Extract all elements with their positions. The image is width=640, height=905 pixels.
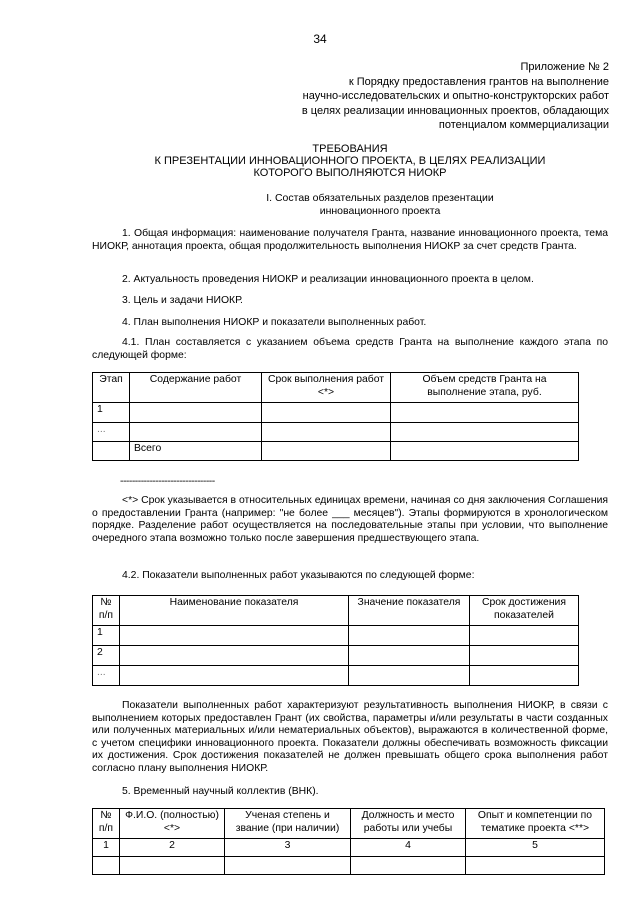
table-row [93, 442, 579, 461]
header-cell: № п/п [93, 809, 120, 839]
table-cell [120, 666, 349, 686]
indicators-table [92, 595, 579, 686]
header-cell: Содержание работ [130, 373, 262, 403]
paragraph-4-1: 4.1. План составляется с указанием объема средств Гранта на выполнение каждого этапа по следующей форме: [92, 337, 608, 361]
table-cell [225, 857, 351, 875]
title-line: ТРЕБОВАНИЯ [312, 143, 388, 155]
indicators-description: Показатели выполненных работ характеризуют результативность выполнения НИОКР, в связи с выполнением которых предоставлен Грант (их свойства, параметры и/или результаты в части созданных или полученных материальных и/или нематериальных объектов), выражаются в количественной форме, с учетом специфики инновационного проекта. Показатели должны обеспечивать возможность фиксации их достижения. Срок достижения показателей не должен превышать общего срока выполнения работ согласно плану выполнения НИОКР. [92, 700, 608, 774]
table-cell: ... [93, 666, 120, 686]
header-cell: Срок достижения показателей [470, 596, 579, 626]
column-number: 4 [351, 839, 466, 857]
table-row [93, 403, 579, 423]
table-cell: 2 [93, 646, 120, 666]
title-line: К ПРЕЗЕНТАЦИИ ИННОВАЦИОННОГО ПРОЕКТА, В ЦЕЛЯХ РЕАЛИЗАЦИИ [154, 155, 546, 167]
table-cell [262, 403, 391, 423]
table-cell [120, 646, 349, 666]
paragraph-4-2: 4.2. Показатели выполненных работ указываются по следующей форме: [122, 570, 475, 581]
header-cell: Должность и место работы или учебы [351, 809, 466, 839]
table-cell [349, 666, 470, 686]
header-cell: Срок выполнения работ <*> [262, 373, 391, 403]
table-cell [93, 442, 130, 461]
table-row [93, 857, 605, 875]
table-cell [470, 666, 579, 686]
table-cell [349, 626, 470, 646]
plan-table [92, 372, 579, 461]
column-number: 2 [120, 839, 225, 857]
team-table [92, 808, 605, 875]
table-cell [262, 442, 391, 461]
header-cell: Этап [93, 373, 130, 403]
footnote-text: <*> Срок указывается в относительных единицах времени, начиная со дня заключения Соглашения о предоставлении Гранта (например: "не более ___ месяцев"). Этапы формируются в хронологическом порядке. Разделение работ осуществляется на последовательные этапы при условии, что выполнение очередного этапа возможно только после завершения предшествующего этапа. [92, 495, 608, 544]
header-cell: Опыт и компетенции по тематике проекта <**> [466, 809, 605, 839]
appendix-line: к Порядку предоставления грантов на выполнение [348, 75, 609, 88]
appendix-line: потенциалом коммерциализации [438, 119, 609, 131]
table-cell [391, 423, 579, 442]
paragraph-5: 5. Временный научный коллектив (ВНК). [122, 786, 319, 797]
column-number: 5 [466, 839, 605, 857]
table-cell [120, 857, 225, 875]
paragraph-1: 1. Общая информация: наименование получателя Гранта, название инновационного проекта, тема НИОКР, аннотация проекта, общая продолжительность выполнения НИОКР за счет средств Гранта. [92, 228, 608, 252]
table-row [93, 423, 579, 442]
table-cell [130, 403, 262, 423]
table-cell: 1 [93, 626, 120, 646]
section-heading [0, 192, 640, 218]
header-cell: Ф.И.О. (полностью) <*> [120, 809, 225, 839]
table-cell [120, 626, 349, 646]
table-cell: 1 [93, 403, 130, 423]
paragraph-3: 3. Цель и задачи НИОКР. [122, 295, 243, 306]
table-cell [466, 857, 605, 875]
header-cell: № п/п [93, 596, 120, 626]
table-cell: Всего [130, 442, 262, 461]
table-row [93, 626, 579, 646]
table-cell [130, 423, 262, 442]
table-cell [391, 403, 579, 423]
table-row [93, 666, 579, 686]
section-line: I. Состав обязательных разделов презентации [266, 192, 494, 204]
header-cell: Ученая степень и звание (при наличии) [225, 809, 351, 839]
appendix-line: научно-исследовательских и опытно-конструкторских работ [302, 90, 609, 102]
column-number: 3 [225, 839, 351, 857]
table-row [93, 646, 579, 666]
appendix-line: в целях реализации инновационных проектов, обладающих [301, 104, 609, 117]
paragraph-4: 4. План выполнения НИОКР и показатели выполненных работ. [122, 317, 427, 328]
appendix-line: Приложение № 2 [520, 61, 609, 73]
page-number: 34 [313, 32, 327, 46]
table-cell [470, 646, 579, 666]
table-cell [470, 626, 579, 646]
table-cell [93, 857, 120, 875]
header-cell: Наименование показателя [120, 596, 349, 626]
table-cell: ... [93, 423, 130, 442]
table-cell [349, 646, 470, 666]
appendix-header [249, 60, 609, 133]
column-number: 1 [93, 839, 120, 857]
table-cell [351, 857, 466, 875]
footnote-separator: -------------------------------- [120, 476, 215, 487]
header-cell: Значение показателя [349, 596, 470, 626]
table-row [93, 839, 605, 857]
table-header-row [93, 596, 579, 626]
section-line: инновационного проекта [319, 205, 441, 217]
header-cell: Объем средств Гранта на выполнение этапа, руб. [391, 373, 579, 403]
table-header-row [93, 809, 605, 839]
document-title [0, 143, 640, 179]
paragraph-2: 2. Актуальность проведения НИОКР и реализации инновационного проекта в целом. [122, 274, 534, 285]
title-line: КОТОРОГО ВЫПОЛНЯЮТСЯ НИОКР [253, 167, 447, 179]
table-cell [391, 442, 579, 461]
table-header-row [93, 373, 579, 403]
table-cell [262, 423, 391, 442]
